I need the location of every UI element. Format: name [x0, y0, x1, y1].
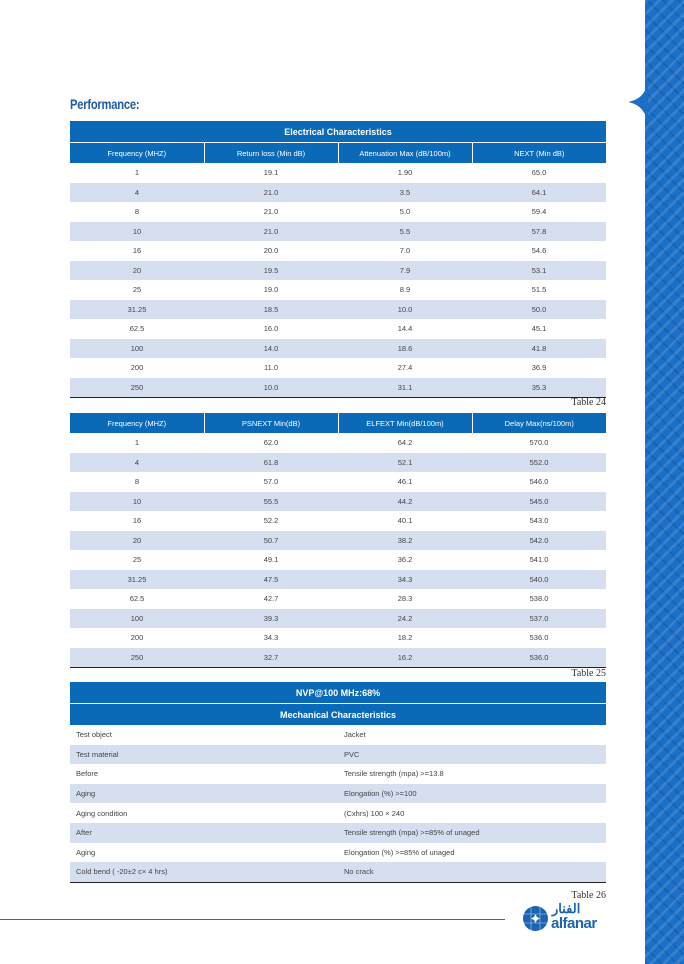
table-cell: Elongation (%) >=85% of unaged	[344, 847, 455, 857]
logo-english: alfanar	[551, 915, 597, 932]
table-row	[70, 511, 606, 531]
table-cell: 10	[70, 222, 204, 242]
table-cell: 1.90	[397, 168, 413, 178]
table-row	[70, 492, 606, 512]
table-row	[70, 764, 606, 784]
table-row	[70, 648, 606, 668]
alfanar-logo	[522, 903, 608, 933]
table-cell: 18.2	[397, 633, 413, 643]
table-caption: Table 26	[571, 890, 606, 901]
table-cell: 42.7	[263, 594, 279, 604]
table-cell: 570.0	[529, 438, 549, 448]
table-row	[70, 358, 606, 378]
table-cell: 59.4	[531, 207, 547, 217]
table-cell: 61.8	[204, 453, 338, 473]
side-strip-notch	[626, 80, 648, 125]
table-cell: 16.2	[338, 648, 472, 668]
table-cell: 545.0	[472, 492, 606, 512]
table-cell: 19.5	[204, 261, 338, 281]
table-cell: 100	[70, 339, 204, 359]
mechanical-characteristics-table	[70, 682, 606, 883]
table-cell: Test material	[70, 745, 338, 765]
table-row	[70, 261, 606, 281]
table-cell: 542.0	[472, 531, 606, 551]
electrical-characteristics-table	[70, 121, 606, 398]
table-cell: 8.9	[399, 285, 411, 295]
table-cell: 39.3	[204, 609, 338, 629]
table-cell: 552.0	[472, 453, 606, 473]
table-cell: 5.0	[399, 207, 411, 217]
table-title: Mechanical Characteristics	[70, 704, 606, 726]
table-cell: 18.5	[204, 300, 338, 320]
table-cell: Tensile strength (mpa) >=85% of unaged	[338, 823, 606, 843]
column-header: NEXT (Min dB)	[472, 143, 606, 164]
table-row	[70, 183, 606, 203]
table-cell: 62.5	[129, 324, 145, 334]
table-cell: Aging condition	[76, 808, 128, 818]
table-row	[70, 725, 606, 745]
table-cell: 21.0	[204, 183, 338, 203]
table-cell: Cold bend ( -20±2 c× 4 hrs)	[70, 862, 338, 882]
footer-rule	[0, 919, 505, 920]
page-heading: Performance:	[70, 96, 140, 112]
table-cell: 250	[70, 648, 204, 668]
table-row	[70, 339, 606, 359]
table-cell: 19.1	[263, 168, 279, 178]
table-cell: 546.0	[529, 477, 549, 487]
table-cell: 36.9	[531, 363, 547, 373]
table-cell: 11.0	[263, 363, 279, 373]
table-title: Electrical Characteristics	[70, 121, 606, 143]
table-row	[70, 300, 606, 320]
table-cell: 10.0	[204, 378, 338, 398]
table-row	[70, 241, 606, 261]
table-row	[70, 378, 606, 398]
table-row	[70, 745, 606, 765]
table-cell: 5.5	[338, 222, 472, 242]
table-cell: 38.2	[338, 531, 472, 551]
table-cell: Aging	[76, 847, 96, 857]
table-cell: 55.5	[204, 492, 338, 512]
table-row	[70, 609, 606, 629]
table-cell: 16	[132, 246, 142, 256]
table-cell: 34.3	[338, 570, 472, 590]
table-cell: 19.0	[263, 285, 279, 295]
column-header: Attenuation Max (dB/100m)	[338, 143, 472, 164]
table-cell: 28.3	[397, 594, 413, 604]
table-row	[70, 202, 606, 222]
table-cell: 50.0	[472, 300, 606, 320]
table-cell: 49.1	[263, 555, 279, 565]
table-cell: 21.0	[263, 207, 279, 217]
table-cell: 540.0	[472, 570, 606, 590]
globe-icon	[522, 905, 549, 932]
table-cell: 16.0	[263, 324, 279, 334]
table-row	[70, 784, 606, 804]
column-header: ELFEXT Min(dB/100m)	[338, 413, 472, 434]
column-header: Frequency (MHZ)	[70, 143, 204, 164]
table-cell: 20.0	[263, 246, 279, 256]
table-cell: 21.0	[204, 222, 338, 242]
table-cell: 541.0	[529, 555, 549, 565]
table-cell: 250	[70, 378, 204, 398]
table-cell: 64.2	[397, 438, 413, 448]
column-header: Frequency (MHZ)	[70, 413, 204, 434]
table-row	[70, 280, 606, 300]
table-cell: 14.4	[397, 324, 413, 334]
table-cell: No crack	[338, 862, 606, 882]
table-cell: PVC	[338, 745, 606, 765]
table-cell: 536.0	[472, 648, 606, 668]
table-cell: 537.0	[472, 609, 606, 629]
table-cell: 35.3	[472, 378, 606, 398]
table-cell: 10	[70, 492, 204, 512]
table-row	[70, 453, 606, 473]
table-caption: Table 24	[571, 397, 606, 408]
table-cell: 57.8	[472, 222, 606, 242]
table-cell: 3.5	[338, 183, 472, 203]
table-cell: 10.0	[338, 300, 472, 320]
table-cell: 31.25	[70, 300, 204, 320]
table-cell: 65.0	[531, 168, 547, 178]
table-cell: 1	[134, 438, 140, 448]
table-cell: 57.0	[263, 477, 279, 487]
table-cell: 18.6	[338, 339, 472, 359]
table-row	[70, 319, 606, 339]
table-row	[70, 222, 606, 242]
table-cell: 50.7	[204, 531, 338, 551]
table-cell: 53.1	[472, 261, 606, 281]
table-cell: 52.2	[263, 516, 279, 526]
logo-arabic: الفنار	[552, 901, 581, 916]
nvp-row: NVP@100 MHz:68%	[70, 682, 606, 704]
table-cell: 4	[70, 183, 204, 203]
table-row	[70, 803, 606, 823]
column-header: Return loss (Min dB)	[204, 143, 338, 164]
table-cell: 200	[130, 633, 144, 643]
column-header: Delay Max(ns/100m)	[472, 413, 606, 434]
table-cell: 538.0	[529, 594, 549, 604]
table-cell: Before	[76, 769, 99, 779]
table-row	[70, 531, 606, 551]
table-cell: (Cxhrs) 100 × 240	[344, 808, 405, 818]
table-cell: 543.0	[529, 516, 549, 526]
table-cell: 62.0	[263, 438, 279, 448]
table-cell: 14.0	[204, 339, 338, 359]
table-cell: 44.2	[338, 492, 472, 512]
table-cell: 54.6	[531, 246, 547, 256]
table-cell: 7.9	[338, 261, 472, 281]
table-cell: 1	[134, 168, 140, 178]
table-row	[70, 843, 606, 863]
table-cell: Jacket	[344, 730, 366, 740]
table-cell: 34.3	[263, 633, 279, 643]
table-cell: 32.7	[204, 648, 338, 668]
table-row	[70, 862, 606, 882]
table-cell: Tensile strength (mpa) >=13.8	[344, 769, 444, 779]
table-cell: 40.1	[397, 516, 413, 526]
table-cell: Test object	[76, 730, 112, 740]
table-row	[70, 163, 606, 183]
table-cell: 25	[132, 555, 142, 565]
table-cell: 16	[132, 516, 142, 526]
table-row	[70, 628, 606, 648]
table-cell: 100	[70, 609, 204, 629]
table-cell: 64.1	[472, 183, 606, 203]
table-cell: 536.0	[529, 633, 549, 643]
table-row	[70, 589, 606, 609]
table-row	[70, 472, 606, 492]
table-caption: Table 25	[571, 668, 606, 679]
table-cell: Elongation (%) >=100	[338, 784, 606, 804]
table-cell: 47.5	[204, 570, 338, 590]
table-cell: 52.1	[338, 453, 472, 473]
column-header: PSNEXT Min(dB)	[204, 413, 338, 434]
table-cell: 31.25	[70, 570, 204, 590]
table-cell: 8	[134, 207, 140, 217]
table-cell: 200	[130, 363, 144, 373]
table-cell: 36.2	[397, 555, 413, 565]
table-row	[70, 433, 606, 453]
table-cell: 51.5	[531, 285, 547, 295]
table-cell: 27.4	[397, 363, 413, 373]
table-row	[70, 550, 606, 570]
table-cell: 20	[70, 261, 204, 281]
decorative-side-strip	[645, 0, 684, 964]
table-cell: 8	[134, 477, 140, 487]
table-cell: 45.1	[531, 324, 547, 334]
table-cell: Aging	[70, 784, 338, 804]
table-cell: 20	[70, 531, 204, 551]
crosstalk-delay-table	[70, 412, 606, 668]
table-row	[70, 570, 606, 590]
table-cell: 41.8	[472, 339, 606, 359]
table-row	[70, 823, 606, 843]
table-cell: 62.5	[129, 594, 145, 604]
table-cell: 46.1	[397, 477, 413, 487]
table-cell: 4	[70, 453, 204, 473]
table-cell: 7.0	[399, 246, 411, 256]
table-cell: 25	[132, 285, 142, 295]
table-cell: After	[70, 823, 338, 843]
table-cell: 31.1	[338, 378, 472, 398]
table-cell: 24.2	[338, 609, 472, 629]
